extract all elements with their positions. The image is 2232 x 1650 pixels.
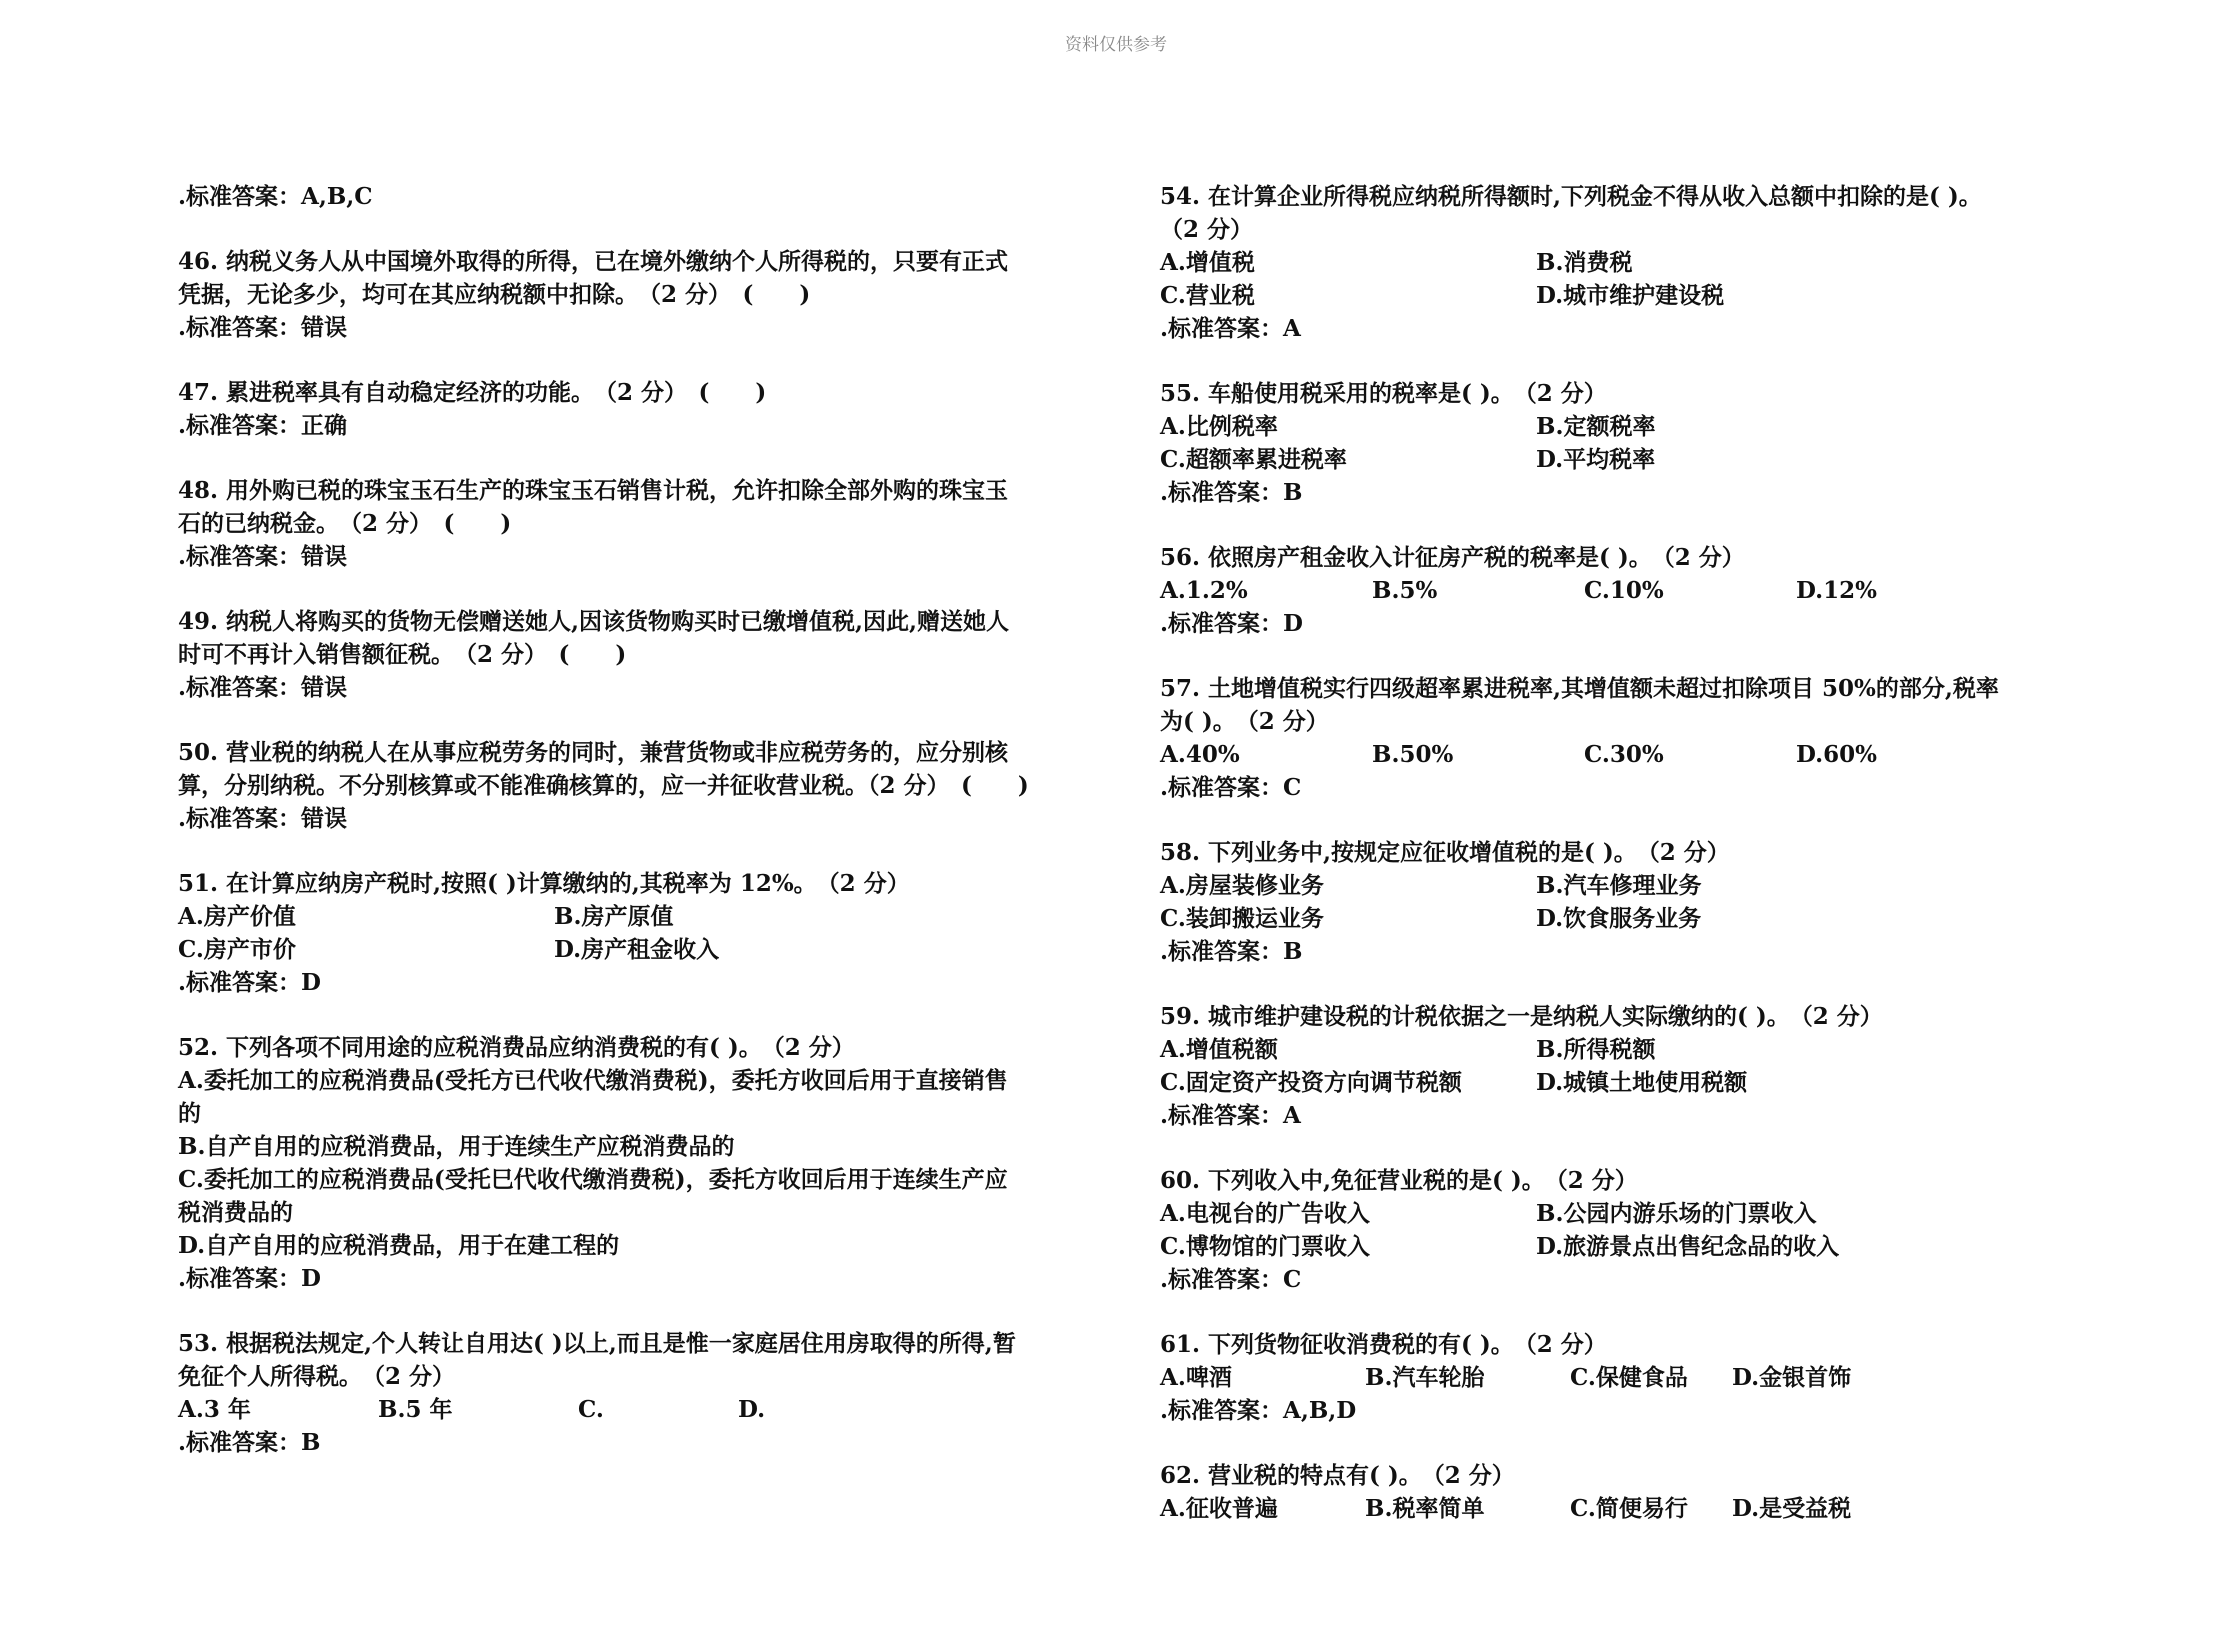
option-a: A.3 年	[178, 1396, 251, 1423]
option-d: D.旅游景点出售纪念品的收入	[1536, 1233, 1840, 1260]
question-text: 47. 累进税率具有自动稳定经济的功能。 （2 分） ( )	[178, 379, 767, 406]
option-b: B.税率简单	[1365, 1495, 1485, 1522]
question-text: 53. 根据税法规定,个人转让自用达( )以上,而且是惟一家庭居住用房取得的所得,暂	[178, 1330, 1016, 1357]
option-c: C.博物馆的门票收入	[1160, 1233, 1370, 1260]
option-d: D.12%	[1796, 577, 1877, 604]
option-d: D.是受益税	[1732, 1495, 1852, 1522]
option-b: B.汽车轮胎	[1365, 1364, 1485, 1391]
options-row	[1160, 1230, 2060, 1263]
option-c: C.装卸搬运业务	[1160, 905, 1324, 932]
question-57	[1160, 672, 2060, 804]
answer-text: .标准答案：A	[1160, 315, 1301, 342]
answer-text: .标准答案：错误	[178, 674, 348, 701]
question-text: 61. 下列货物征收消费税的有( )。 （2 分）	[1160, 1331, 1607, 1358]
options-row	[178, 900, 1108, 933]
options-row	[1160, 1361, 2060, 1394]
question-51	[178, 867, 1108, 999]
options-row	[1160, 869, 2060, 902]
option-b: B.所得税额	[1536, 1036, 1656, 1063]
option-b: B.5 年	[378, 1396, 453, 1423]
question-55	[1160, 377, 2060, 509]
options-row	[1160, 1066, 2060, 1099]
option-b: B.50%	[1372, 741, 1454, 768]
answer-text: .标准答案：B	[1160, 479, 1303, 506]
option-d: D.	[738, 1396, 766, 1423]
question-text: （2 分）	[1160, 216, 1254, 243]
answer-text: .标准答案：D	[178, 1265, 321, 1292]
option-c: C.房产市价	[178, 936, 296, 963]
option-d: D.房产租金收入	[554, 936, 720, 963]
answer-text: .标准答案：A	[1160, 1102, 1301, 1129]
question-text: 凭据，无论多少，均可在其应纳税额中扣除。 （2 分） ( )	[178, 281, 811, 308]
option-d: D.自产自用的应税消费品，用于在建工程的	[178, 1232, 620, 1259]
question-text: 52. 下列各项不同用途的应税消费品应纳消费税的有( )。 （2 分）	[178, 1034, 855, 1061]
question-text: 56. 依照房产租金收入计征房产税的税率是( )。 （2 分）	[1160, 544, 1745, 571]
page-header: 资料仅供参考	[1065, 35, 1167, 55]
question-text: 55. 车船使用税采用的税率是( )。 （2 分）	[1160, 380, 1607, 407]
right-column	[1160, 180, 2060, 1557]
question-50	[178, 736, 1108, 835]
question-60	[1160, 1164, 2060, 1296]
question-49	[178, 605, 1108, 704]
options-row	[178, 1393, 1108, 1426]
answer-text: .标准答案：A,B,D	[1160, 1397, 1357, 1424]
question-text: 62. 营业税的特点有( )。 （2 分）	[1160, 1462, 1515, 1489]
question-text: 49. 纳税人将购买的货物无偿赠送她人,因该货物购买时已缴增值税,因此,赠送她人	[178, 608, 1010, 635]
option-c: C.委托加工的应税消费品(受托巳代收代缴消费税)，委托方收回后用于连续生产应	[178, 1166, 1008, 1193]
option-d: D.城市维护建设税	[1536, 282, 1725, 309]
answer-text: .标准答案：C	[1160, 774, 1302, 801]
answer-text: .标准答案：正确	[178, 412, 348, 439]
question-text: 为( )。 （2 分）	[1160, 708, 1329, 735]
option-c-cont: 税消费品的	[178, 1199, 293, 1226]
question-text: 60. 下列收入中,免征营业税的是( )。 （2 分）	[1160, 1167, 1638, 1194]
question-58	[1160, 836, 2060, 968]
option-a: A.房屋装修业务	[1160, 872, 1324, 899]
answer-text: .标准答案：错误	[178, 314, 348, 341]
option-b: B.自产自用的应税消费品，用于连续生产应税消费品的	[178, 1133, 735, 1160]
option-b: B.消费税	[1536, 249, 1633, 276]
answer-45	[178, 180, 1108, 213]
option-c: C.固定资产投资方向调节税额	[1160, 1069, 1462, 1096]
options-row	[1160, 902, 2060, 935]
answer-text: .标准答案：D	[1160, 610, 1303, 637]
answer-text: .标准答案：B	[1160, 938, 1303, 965]
question-text: 59. 城市维护建设税的计税依据之一是纳税人实际缴纳的( )。 （2 分）	[1160, 1003, 1883, 1030]
question-53	[178, 1327, 1108, 1459]
option-b: B.房产原值	[554, 903, 674, 930]
options-row	[1160, 410, 2060, 443]
option-a: A.电视台的广告收入	[1160, 1200, 1370, 1227]
option-b: B.公园内游乐场的门票收入	[1536, 1200, 1817, 1227]
options-row	[1160, 738, 2060, 771]
option-a: A.委托加工的应税消费品(受托方已代收代缴消费税)，委托方收回后用于直接销售	[178, 1067, 1008, 1094]
question-62	[1160, 1459, 2060, 1525]
question-59	[1160, 1000, 2060, 1132]
question-text: 51. 在计算应纳房产税时,按照( )计算缴纳的,其税率为 12%。 （2 分）	[178, 870, 910, 897]
options-row	[1160, 1197, 2060, 1230]
option-b: B.5%	[1372, 577, 1438, 604]
option-a: A.征收普遍	[1160, 1495, 1278, 1522]
option-a: A.房产价值	[178, 903, 296, 930]
option-d: D.饮食服务业务	[1536, 905, 1702, 932]
option-a-cont: 的	[178, 1100, 201, 1127]
question-text: 石的已纳税金。 （2 分） ( )	[178, 510, 512, 537]
answer-text: .标准答案：错误	[178, 805, 348, 832]
option-a: A.增值税额	[1160, 1036, 1278, 1063]
question-52	[178, 1031, 1108, 1295]
options-row	[1160, 1492, 2060, 1525]
options-row	[178, 933, 1108, 966]
question-text: 48. 用外购已税的珠宝玉石生产的珠宝玉石销售计税，允许扣除全部外购的珠宝玉	[178, 477, 1009, 504]
option-b: B.定额税率	[1536, 413, 1656, 440]
question-text: 时可不再计入销售额征税。 （2 分） ( )	[178, 641, 627, 668]
answer-text: .标准答案：A,B,C	[178, 183, 373, 210]
answer-text: .标准答案：C	[1160, 1266, 1302, 1293]
option-d: D.60%	[1796, 741, 1877, 768]
option-a: A.40%	[1160, 741, 1240, 768]
answer-text: .标准答案：错误	[178, 543, 348, 570]
question-text: 58. 下列业务中,按规定应征收增值税的是( )。 （2 分）	[1160, 839, 1730, 866]
option-a: A.1.2%	[1160, 577, 1248, 604]
question-46	[178, 245, 1108, 344]
option-c: C.	[578, 1396, 604, 1423]
answer-text: .标准答案：B	[178, 1429, 321, 1456]
question-47	[178, 376, 1108, 442]
option-a: A.比例税率	[1160, 413, 1278, 440]
left-column	[178, 180, 1108, 1491]
option-a: A.增值税	[1160, 249, 1255, 276]
question-text: 免征个人所得税。 （2 分）	[178, 1363, 456, 1390]
options-row	[1160, 443, 2060, 476]
question-text: 54. 在计算企业所得税应纳税所得额时,下列税金不得从收入总额中扣除的是( )。	[1160, 183, 1982, 210]
options-row	[1160, 1033, 2060, 1066]
options-row	[1160, 574, 2060, 607]
option-c: C.10%	[1584, 577, 1664, 604]
question-48	[178, 474, 1108, 573]
question-text: 算，分别纳税。不分别核算或不能准确核算的，应一并征收营业税。（2 分） ( )	[178, 772, 1029, 799]
option-c: C.保健食品	[1570, 1364, 1688, 1391]
options-row	[1160, 279, 2060, 312]
question-61	[1160, 1328, 2060, 1427]
option-d: D.金银首饰	[1732, 1364, 1852, 1391]
question-54	[1160, 180, 2060, 345]
option-c: C.30%	[1584, 741, 1664, 768]
option-d: D.平均税率	[1536, 446, 1656, 473]
question-text: 57. 土地增值税实行四级超率累进税率,其增值额未超过扣除项目 50%的部分,税率	[1160, 675, 1999, 702]
option-c: C.简便易行	[1570, 1495, 1688, 1522]
question-text: 46. 纳税义务人从中国境外取得的所得，已在境外缴纳个人所得税的，只要有正式	[178, 248, 1009, 275]
options-row	[1160, 246, 2060, 279]
option-c: C.超额率累进税率	[1160, 446, 1347, 473]
answer-text: .标准答案：D	[178, 969, 321, 996]
question-56	[1160, 541, 2060, 640]
option-b: B.汽车修理业务	[1536, 872, 1702, 899]
option-c: C.营业税	[1160, 282, 1255, 309]
option-d: D.城镇土地使用税额	[1536, 1069, 1748, 1096]
question-text: 50. 营业税的纳税人在从事应税劳务的同时，兼营货物或非应税劳务的，应分别核	[178, 739, 1009, 766]
option-a: A.啤酒	[1160, 1364, 1232, 1391]
